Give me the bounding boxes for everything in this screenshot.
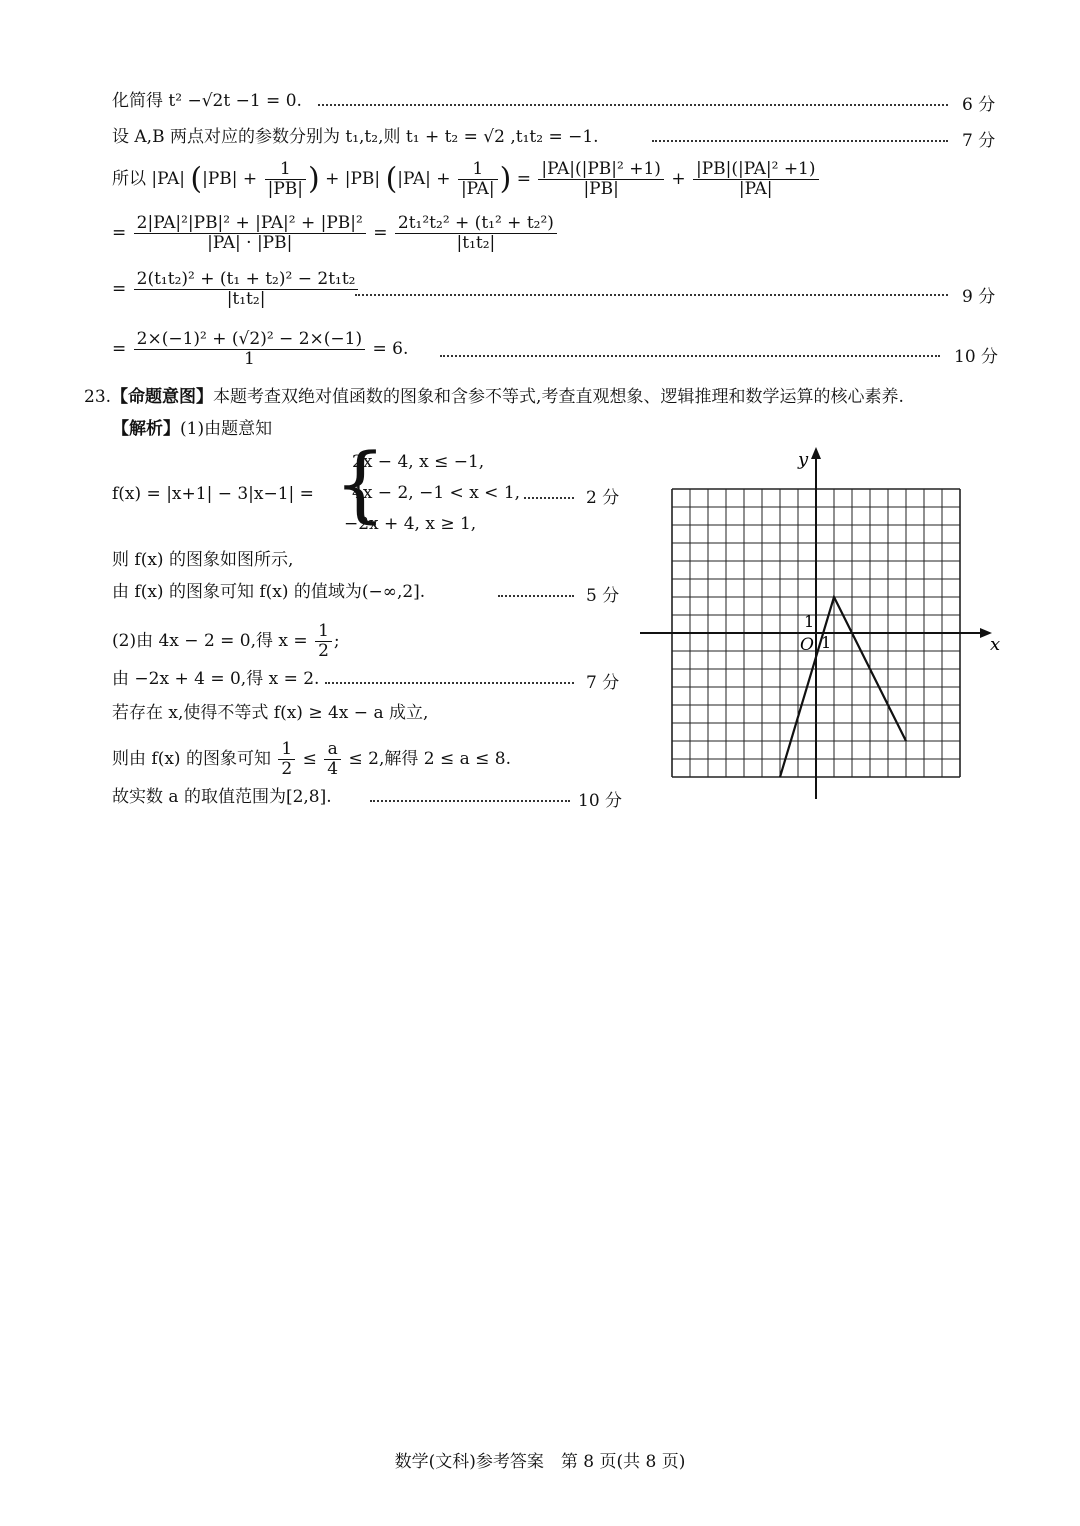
equals-sign: = bbox=[112, 339, 127, 359]
intent-tag: 【命题意图】 bbox=[111, 387, 214, 407]
case-3: −2x + 4, x ≥ 1, bbox=[344, 514, 477, 534]
y-axis-label: y bbox=[798, 449, 809, 470]
score-10: 10 分 bbox=[954, 347, 999, 367]
inequality-line: 则由 f(x) 的图象可知 $\frac{1}{2}$ ≤ $\frac{a}{4}$ ≤ 2,解得 2 ≤ a ≤ 8. bbox=[112, 739, 512, 779]
fraction: $\frac{1}{|PA|}$ bbox=[458, 160, 498, 199]
expression-line bbox=[112, 270, 360, 309]
expression-line: 所以 |PA| (|PB| + $\frac{1}{|PB|}$ ) + |PB| (|PA| + $\frac{1}{|PA|}$ ) = $\frac{\text{|PA|(|PB|² +1)}}{|PB|}$ + $\frac{\text{|PB|(|PA|² +1)}}{|PA|}$ bbox=[112, 160, 821, 199]
function-graph bbox=[640, 445, 1000, 810]
intent-text: 本题考查双绝对值函数的图象和含参不等式,考查直观想象、逻辑推理和数学运算的核心素养. bbox=[213, 387, 904, 407]
score-2: 2 分 bbox=[586, 488, 620, 508]
simplify-line: 化简得 t² −√2t −1 = 0. bbox=[112, 91, 302, 111]
part2b-line: 由 −2x + 4 = 0,得 x = 2. bbox=[112, 669, 320, 689]
leader-dots bbox=[318, 104, 948, 106]
question-number: 23. bbox=[84, 387, 112, 407]
page-footer: 数学(文科)参考答案 第 8 页(共 8 页) bbox=[394, 1452, 686, 1472]
fraction: $\frac{\text{2(t₁t₂)² + (t₁ + t₂)² − 2t₁t₂}}{\text{|t₁t₂|}}$ bbox=[134, 270, 359, 309]
fx-definition: f(x) = |x+1| − 3|x−1| = bbox=[112, 484, 314, 504]
y-tick-1: 1 bbox=[804, 612, 815, 631]
leader-dots bbox=[355, 294, 948, 296]
expression-line bbox=[112, 330, 408, 369]
equals-sign: = bbox=[112, 223, 127, 243]
expr-term: |PA| + bbox=[397, 169, 451, 189]
score-10b: 10 分 bbox=[578, 791, 623, 811]
fraction: $\frac{\text{2t₁²t₂² + (t₁² + t₂²)}}{\text{|t₁t₂|}}$ bbox=[395, 214, 557, 253]
expr-term: |PB| + bbox=[202, 169, 258, 189]
equals-sign: = bbox=[373, 223, 388, 243]
equals-sign: = bbox=[516, 169, 531, 189]
axes bbox=[640, 447, 992, 799]
leader-dots bbox=[325, 682, 574, 684]
case-2: 4x − 2, −1 < x < 1, bbox=[352, 483, 521, 503]
expr-prefix: 所以 |PA| bbox=[112, 169, 186, 189]
graph-intro: 则 f(x) 的图象如图所示, bbox=[112, 550, 294, 570]
ineq-result: ≤ 2,解得 2 ≤ a ≤ 8. bbox=[348, 749, 512, 769]
x-axis-label: x bbox=[990, 634, 1000, 655]
fraction: $\frac{1}{|PB|}$ bbox=[265, 160, 306, 199]
leader-dots bbox=[370, 800, 570, 802]
leader-dots bbox=[498, 595, 574, 597]
score-6: 6 分 bbox=[962, 95, 996, 115]
leader-dots bbox=[652, 140, 948, 142]
analysis-text: (1)由题意知 bbox=[180, 419, 273, 439]
origin-label: O bbox=[800, 635, 814, 655]
score-5: 5 分 bbox=[586, 586, 620, 606]
fraction: $\frac{\text{|PB|(|PA|² +1)}}{|PA|}$ bbox=[693, 160, 819, 199]
score-7b: 7 分 bbox=[586, 673, 620, 693]
x-tick-1: 1 bbox=[821, 633, 832, 652]
analysis-tag: 【解析】 bbox=[112, 419, 180, 439]
q23-heading bbox=[84, 386, 904, 408]
y-arrow-icon bbox=[811, 447, 821, 459]
case-1: 2x − 4, x ≤ −1, bbox=[352, 452, 485, 472]
fraction: $\frac{a}{4}$ bbox=[324, 740, 341, 779]
final-line: 故实数 a 的取值范围为[2,8]. bbox=[112, 787, 332, 807]
score-9: 9 分 bbox=[962, 287, 996, 307]
fraction: $\frac{1}{2}$ bbox=[278, 740, 295, 779]
exist-line: 若存在 x,使得不等式 f(x) ≥ 4x − a 成立, bbox=[112, 703, 429, 723]
range-line: 由 f(x) 的图象可知 f(x) 的值域为(−∞,2]. bbox=[112, 582, 426, 602]
analysis-line bbox=[112, 418, 272, 440]
ineq-text: 则由 f(x) 的图象可知 bbox=[112, 749, 271, 769]
expr-term: + |PB| bbox=[325, 169, 381, 189]
fraction: $\frac{\text{|PA|(|PB|² +1)}}{|PB|}$ bbox=[538, 160, 664, 199]
params-line: 设 A,B 两点对应的参数分别为 t₁,t₂,则 t₁ + t₂ = √2 ,t₁t₂ = −1. bbox=[112, 127, 599, 147]
leader-dots bbox=[524, 497, 574, 499]
part2-text: (2)由 4x − 2 = 0,得 x = bbox=[112, 631, 308, 651]
leader-dots bbox=[440, 355, 940, 357]
fraction: $\frac{1}{2}$ bbox=[315, 622, 332, 661]
expression-line bbox=[112, 214, 559, 253]
expr-result: = 6. bbox=[372, 339, 409, 359]
score-7: 7 分 bbox=[962, 131, 996, 151]
brace: { bbox=[334, 437, 387, 532]
fraction: $\frac{\text{2×(−1)² + (√2)² − 2×(−1)}}{1}$ bbox=[134, 330, 365, 369]
equals-sign: = bbox=[112, 279, 127, 299]
plus-sign: + bbox=[671, 169, 686, 189]
part2-line: (2)由 4x − 2 = 0,得 x = $\frac{1}{2}$ ; bbox=[112, 621, 340, 661]
fraction: $\frac{\text{2|PA|²|PB|² + |PA|² + |PB|²}}{|PA| \cdot |PB|}$ bbox=[134, 214, 366, 253]
